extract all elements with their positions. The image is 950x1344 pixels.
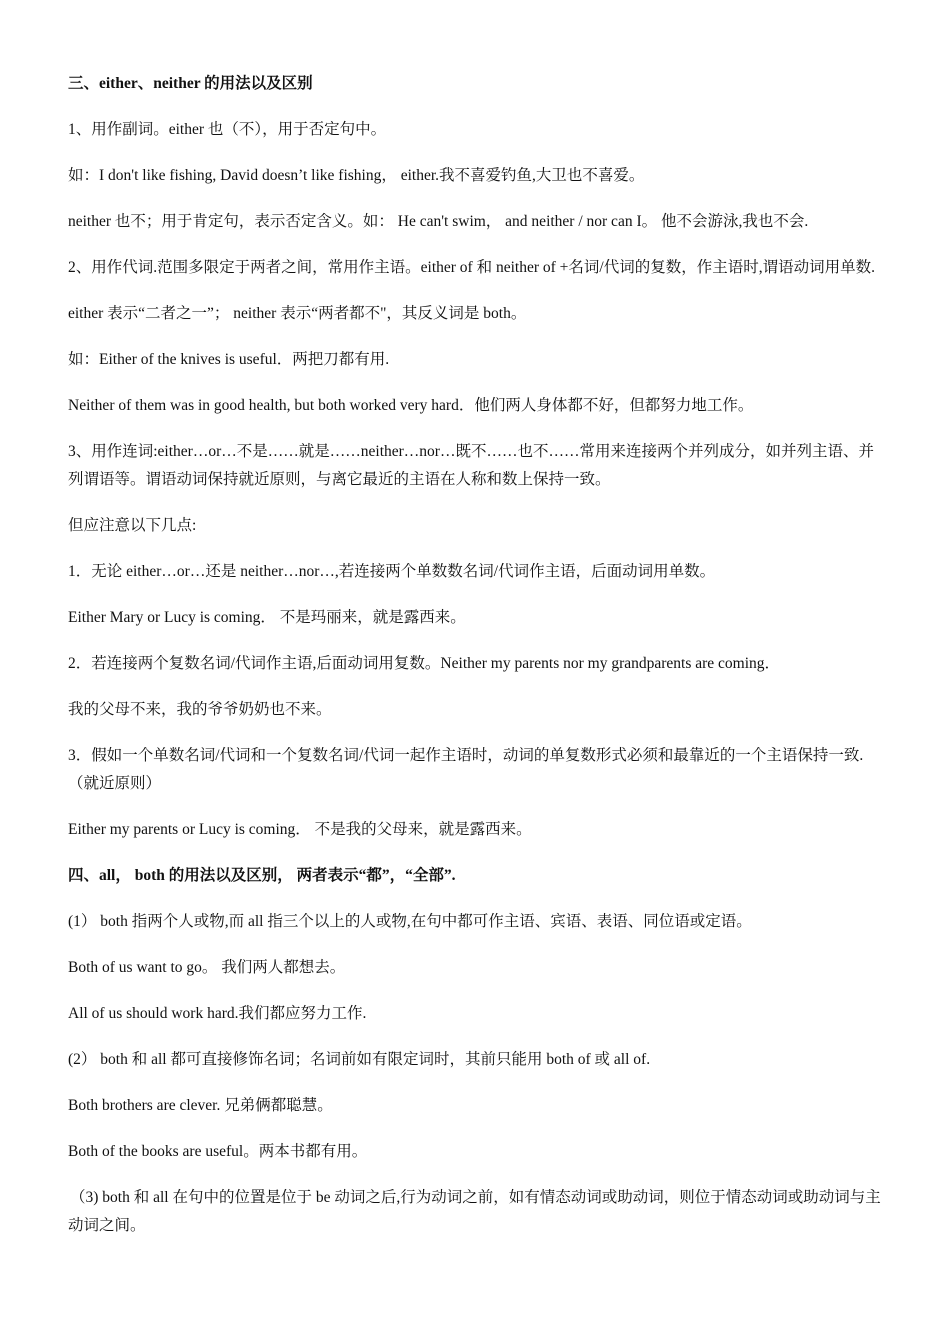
example-sentence: 如：Either of the knives is useful．两把刀都有用. <box>68 351 390 368</box>
example-sentence: Both of the books are useful。两本书都有用。 <box>68 1143 368 1160</box>
paragraph: neither 也不；用于肯定句，表示否定含义。如： He can't swim， and neither / nor can I。 他不会游泳,我也不会. <box>68 213 809 230</box>
example-sentence: All of us should work hard.我们都应努力工作. <box>68 1005 367 1022</box>
document-page <box>68 70 883 1258</box>
paragraph: 3、用作连词:either…or…不是……就是……neither…nor…既不……也不……常用来连接两个并列成分，如并列主语、并列谓语等。谓语动词保持就近原则，与离它最近的主语在人称和数上保持一致。 <box>68 443 874 488</box>
section-heading-either-neither: 三、either、neither 的用法以及区别 <box>68 75 313 92</box>
paragraph: （3) both 和 all 在句中的位置是位于 be 动词之后,行为动词之前，如有情态动词或助动词，则位于情态动词或助动词与主动词之间。 <box>68 1189 881 1234</box>
paragraph: 1、用作副词。either 也（不），用于否定句中。 <box>68 121 387 138</box>
example-translation: 我的父母不来，我的爷爷奶奶也不来。 <box>68 701 332 718</box>
section-heading-all-both: 四、all， both 的用法以及区别， 两者表示“都”，“全部”. <box>68 867 456 884</box>
example-sentence: Both of us want to go。 我们两人都想去。 <box>68 959 346 976</box>
example-sentence: Either my parents or Lucy is coming． 不是我的父母来，就是露西来。 <box>68 821 532 838</box>
paragraph: (2） both 和 all 都可直接修饰名词；名词前如有限定词时，其前只能用 both of 或 all of. <box>68 1051 651 1068</box>
paragraph: 但应注意以下几点: <box>68 517 197 534</box>
example-sentence: Neither of them was in good health, but both worked very hard．他们两人身体都不好，但都努力地工作。 <box>68 397 754 414</box>
paragraph: either 表示“二者之一”； neither 表示“两者都不"，其反义词是 both。 <box>68 305 527 322</box>
paragraph: 1．无论 either…or…还是 neither…nor…,若连接两个单数数名词/代词作主语，后面动词用单数。 <box>68 563 716 580</box>
paragraph: 2、用作代词.范围多限定于两者之间，常用作主语。either of 和 neither of +名词/代词的复数，作主语时,谓语动词用单数. <box>68 259 875 276</box>
example-sentence: Both brothers are clever. 兄弟俩都聪慧。 <box>68 1097 333 1114</box>
paragraph: 3．假如一个单数名词/代词和一个复数名词/代词一起作主语时，动词的单复数形式必须和最靠近的一个主语保持一致.（就近原则） <box>68 747 864 792</box>
example-sentence: Either Mary or Lucy is coming． 不是玛丽来，就是露西来。 <box>68 609 466 626</box>
paragraph: 2．若连接两个复数名词/代词作主语,后面动词用复数。Neither my parents nor my grandparents are coming． <box>68 655 781 672</box>
paragraph: (1） both 指两个人或物,而 all 指三个以上的人或物,在句中都可作主语、宾语、表语、同位语或定语。 <box>68 913 752 930</box>
example-sentence: 如：I don't like fishing, David doesn’t like fishing， either.我不喜爱钓鱼,大卫也不喜爱。 <box>68 167 645 184</box>
